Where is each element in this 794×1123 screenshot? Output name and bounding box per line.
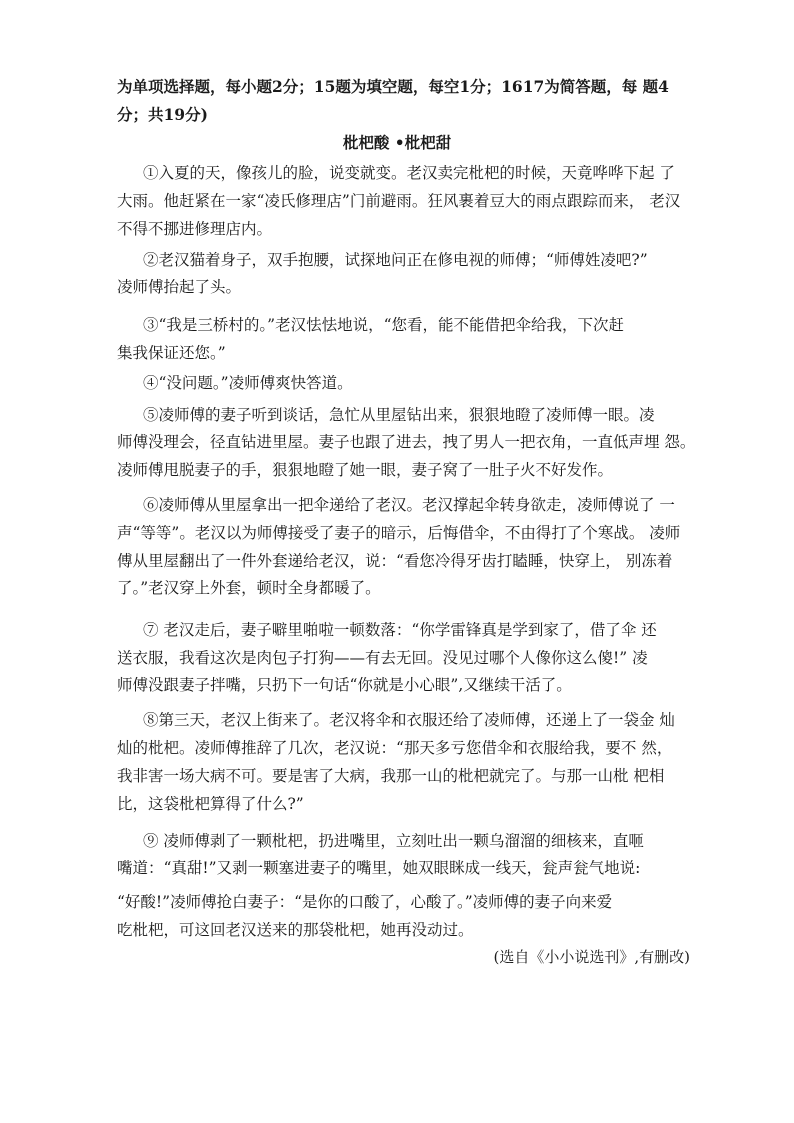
paragraph-3-line-2: 集我保证还您。” xyxy=(117,344,226,362)
paragraph-5-line-1: ⑤凌师傅的妻子听到谈话，急忙从里屋钻出来，狠狠地瞪了凌师傅一眼。凌 xyxy=(143,406,655,424)
article-title: 枇杷酸 •枇杷甜 xyxy=(342,133,452,152)
paragraph-7-line-3: 师傅没跟妻子拌嘴，只扔下一句话“你就是小心眼”,又继续干活了。 xyxy=(117,676,572,694)
paragraph-6-line-2: 声“等等”。老汉以为师傅接受了妻子的暗示，后悔借伞，不由得打了个寒战。 凌师 xyxy=(117,524,681,542)
paragraph-7-line-1: ⑦ 老汉走后，妻子噼里啪啦一顿数落：“你学雷锋真是学到家了，借了伞 还 xyxy=(143,621,657,639)
paragraph-9-line-4: 吃枇杷，可这回老汉送来的那袋枇杷，她再没动过。 xyxy=(117,921,474,939)
paragraph-6-line-4: 了。”老汉穿上外套，顿时全身都暖了。 xyxy=(117,579,381,597)
paragraph-8-line-2: 灿的枇杷。凌师傅推辞了几次，老汉说：“那天多亏您借伞和衣服给我，要不 然， xyxy=(117,739,673,757)
paragraph-2-line-2: 凌师傅抬起了头。 xyxy=(117,278,242,296)
paragraph-3-line-1: ③“我是三桥村的。”老汉怯怯地说，“您看，能不能借把伞给我，下次赶 xyxy=(143,316,625,334)
paragraph-2-line-1: ②老汉猫着身子，双手抱腰，试探地问正在修电视的师傅；“师傅姓凌吧?” xyxy=(143,251,648,269)
paragraph-4-line-1: ④“没问题。”凌师傅爽快答道。 xyxy=(143,374,353,392)
paragraph-6-line-1: ⑥凌师傅从里屋拿出一把伞递给了老汉。老汉撑起伞转身欲走，凌师傅说了 一 xyxy=(143,496,675,514)
paragraph-8-line-4: 比，这袋枇杷算得了什么?” xyxy=(117,795,304,813)
header-line-1: 为单项选择题，每小题2分；15题为填空题，每空1分；1617为简答题，每 题4 xyxy=(117,77,669,96)
paragraph-5-line-3: 凌师傅甩脱妻子的手，狠狠地瞪了她一眼，妻子窝了一肚子火不好发作。 xyxy=(117,461,614,479)
paragraph-1-line-1: ①入夏的天，像孩儿的脸，说变就变。老汉卖完枇杷的时候，天竟哗哗下起 了 xyxy=(143,164,675,182)
paragraph-8-line-1: ⑧第三天，老汉上街来了。老汉将伞和衣服还给了凌师傅，还递上了一袋金 灿 xyxy=(143,711,675,729)
header-line-2: 分；共19分) xyxy=(117,105,208,124)
paragraph-1-line-2: 大雨。他赶紧在一家“凌氏修理店”门前避雨。狂风裹着豆大的雨点跟踪而来， 老汉 xyxy=(117,192,681,210)
paragraph-1-line-3: 不得不挪进修理店内。 xyxy=(117,220,273,238)
paragraph-5-line-2: 师傅没理会，径直钻进里屋。妻子也跟了进去，拽了男人一把衣角，一直低声埋 怨。 xyxy=(117,433,696,451)
paragraph-9-line-1: ⑨ 凌师傅剥了一颗枇杷，扔进嘴里，立刻吐出一颗乌溜溜的细核来，直咂 xyxy=(143,832,644,850)
paragraph-6-line-3: 傅从里屋翻出了一件外套递给老汉，说：“看您冷得牙齿打瞌睡，快穿上， 别冻着 xyxy=(117,552,673,570)
source-citation: (选自《小小说选刊》,有删改) xyxy=(493,948,690,966)
paragraph-9-line-3: “好酸!”凌师傅抢白妻子：“是你的口酸了，心酸了。”凌师傅的妻子向来爱 xyxy=(117,893,613,911)
paragraph-9-line-2: 嘴道：“真甜!”又剥一颗塞进妻子的嘴里，她双眼眯成一线天，瓮声瓮气地说: xyxy=(117,859,641,877)
paragraph-8-line-3: 我非害一场大病不可。要是害了大病，我那一山的枇杷就完了。与那一山枇 杷相 xyxy=(117,767,665,785)
paragraph-7-line-2: 送衣服，我看这次是肉包子打狗——有去无回。没见过哪个人像你这么傻!” 凌 xyxy=(117,649,648,667)
